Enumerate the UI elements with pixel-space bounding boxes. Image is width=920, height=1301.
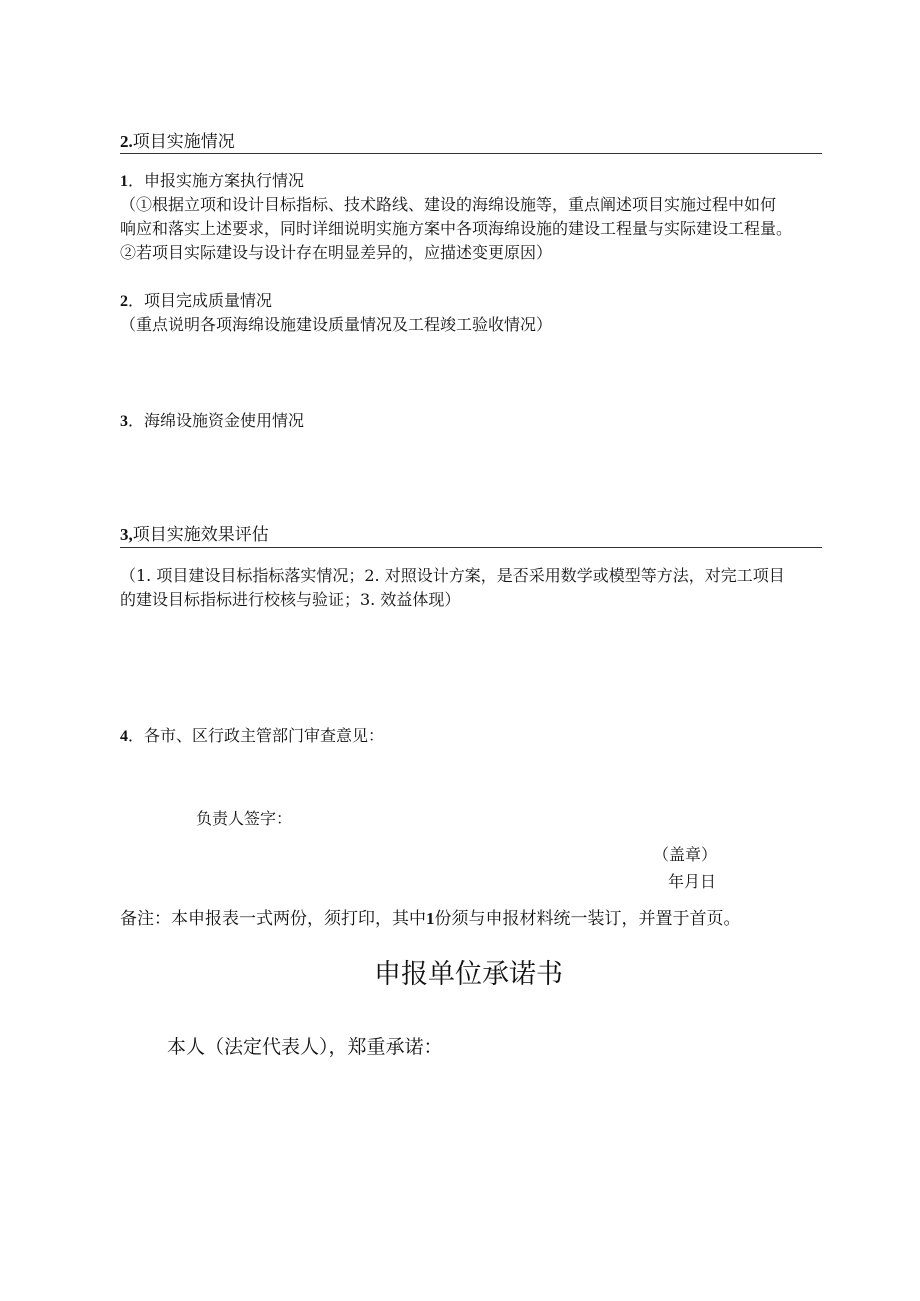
item-2-heading <box>120 290 272 313</box>
item-2-desc: （重点说明各项海绵设施建设质量情况及工程竣工验收情况） <box>120 315 553 334</box>
item-2-number: 2 <box>120 293 128 310</box>
seal-label: （盖章） <box>653 845 718 864</box>
item-4-heading <box>120 725 384 748</box>
section-3-rule <box>120 547 822 548</box>
item-1-number: 1 <box>120 173 128 190</box>
note-count: 1 <box>426 909 435 928</box>
item-1-heading <box>120 170 304 193</box>
section-2-number: 2. <box>120 132 133 151</box>
signature-label: 负责人签字： <box>196 809 293 828</box>
item-4-label: ．各市、区行政主管部门审查意见： <box>128 726 385 745</box>
item-1-desc-line-1: （①根据立项和设计目标指标、技术路线、建设的海绵设施等，重点阐述项目实施过程中如何 <box>120 195 777 214</box>
item-3-number: 3 <box>120 413 128 430</box>
item-2-label: ．项目完成质量情况 <box>128 291 273 310</box>
item-1-label: ．申报实施方案执行情况 <box>128 171 305 190</box>
section-2-title: 项目实施情况 <box>132 132 235 152</box>
note-text <box>120 908 741 930</box>
date-label: 年月日 <box>668 872 717 891</box>
commitment-opening: 本人（法定代表人），郑重承诺： <box>167 1036 443 1058</box>
section-2-heading <box>120 131 235 153</box>
note-prefix: 备注：本申报表一式两份，须打印，其中 <box>120 909 426 929</box>
item-1-desc-line-3: ②若项目实际建设与设计存在明显差异的，应描述变更原因） <box>120 243 553 262</box>
section-3-number: 3, <box>120 525 133 544</box>
section-2-rule <box>120 153 822 154</box>
section-3-title: 项目实施效果评估 <box>132 525 269 545</box>
section-3-heading <box>120 524 269 546</box>
commitment-title: 申报单位承诺书 <box>374 959 563 990</box>
note-suffix: 份须与申报材料统一装订，并置于首页。 <box>434 909 741 929</box>
item-1-desc-line-2: 响应和落实上述要求，同时详细说明实施方案中各项海绵设施的建设工程量与实际建设工程量。 <box>120 219 793 238</box>
item-3-heading <box>120 410 304 433</box>
section-3-desc-line-2: 的建设目标指标进行校核与验证；3. 效益体现） <box>120 590 461 609</box>
item-3-label: ．海绵设施资金使用情况 <box>128 411 305 430</box>
section-3-desc-line-1: （1. 项目建设目标指标落实情况；2. 对照设计方案，是否采用数学或模型等方法，对完工项目 <box>120 566 785 585</box>
item-4-number: 4 <box>120 728 128 745</box>
